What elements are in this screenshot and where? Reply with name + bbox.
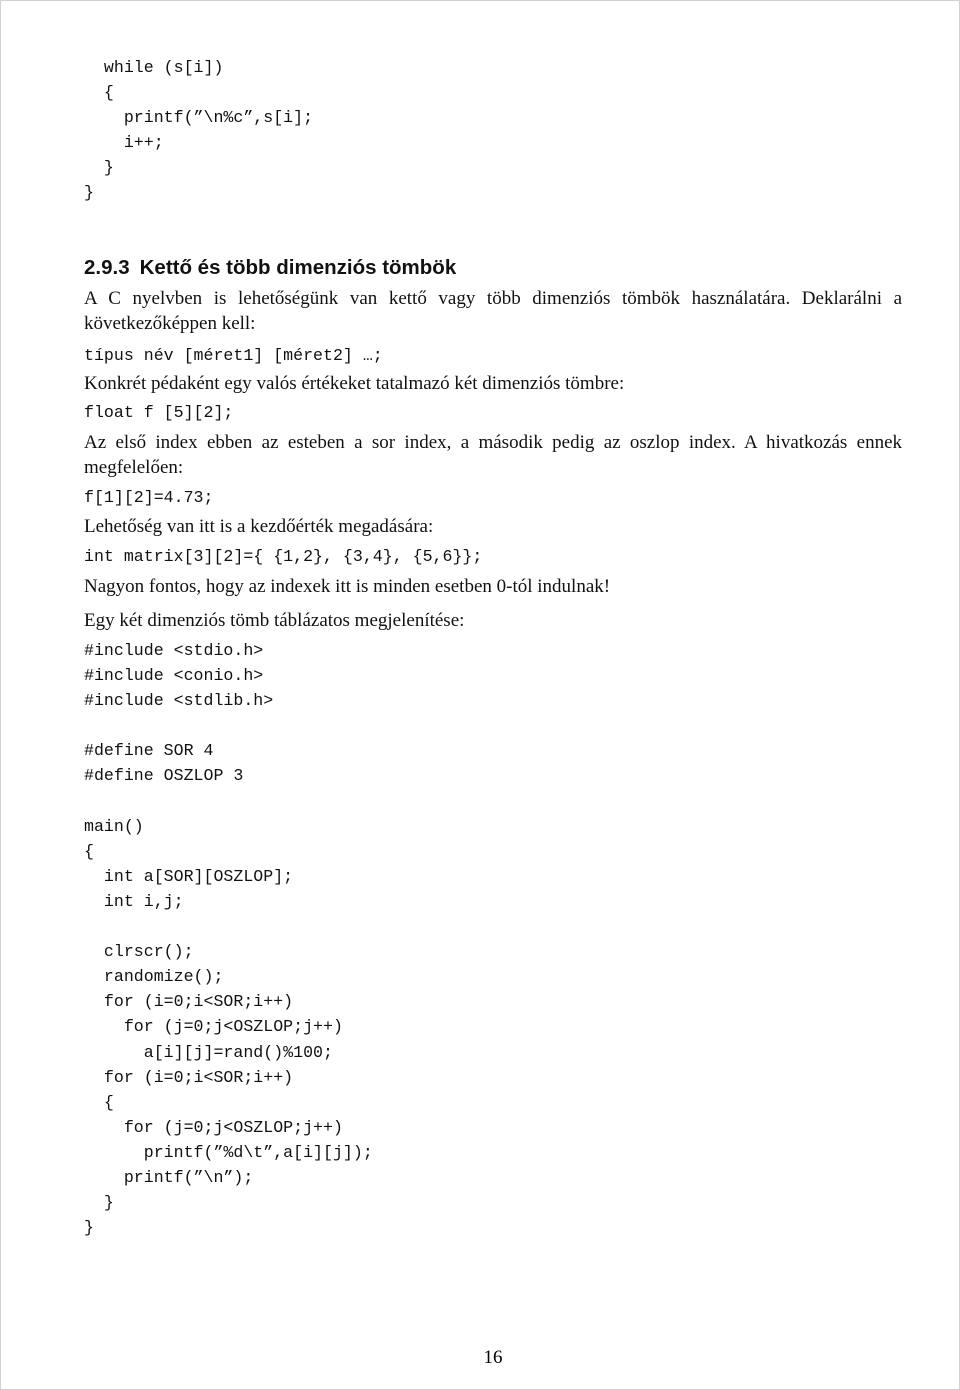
code-line: #include <stdio.h> xyxy=(84,641,264,660)
code-line: #include <conio.h> xyxy=(84,666,264,686)
code-line: for (i=0;i<SOR;i++) xyxy=(84,1067,294,1087)
code-line xyxy=(84,914,373,939)
code-line: while (s[i]) xyxy=(84,58,224,77)
code-line: float f [5][2]; xyxy=(84,403,234,422)
code-line: #include <stdlib.h> xyxy=(84,691,274,711)
code-line: for (i=0;i<SOR;i++) xyxy=(84,992,294,1012)
code-block-program xyxy=(84,638,373,1240)
code-line: int i,j; xyxy=(84,891,184,911)
reference-example xyxy=(84,485,213,510)
code-line xyxy=(84,713,373,738)
code-line: f[1][2]=4.73; xyxy=(84,488,214,507)
page-number: 16 xyxy=(483,1347,503,1368)
index-paragraph: Az első index ebben az esteben a sor index, a második pedig az oszlop index. A hivatkozás ennek megfelelően: xyxy=(84,432,902,478)
code-line: { xyxy=(84,841,94,861)
code-line: printf(”%d\t”,a[i][j]); xyxy=(84,1142,373,1162)
code-line: randomize(); xyxy=(84,967,224,987)
code-line: for (j=0;j<OSZLOP;j++) xyxy=(84,1017,343,1037)
code-line: #define SOR 4 xyxy=(84,741,214,761)
code-line: clrscr(); xyxy=(84,942,194,962)
section-heading xyxy=(84,255,456,281)
code-line: } xyxy=(84,158,114,178)
example-declaration xyxy=(84,400,233,425)
code-line: #define OSZLOP 3 xyxy=(84,766,244,786)
code-line: } xyxy=(84,1218,94,1238)
init-example xyxy=(84,544,482,569)
code-line: } xyxy=(84,183,94,203)
syntax-line xyxy=(84,343,383,368)
code-line: int matrix[3][2]={ {1,2}, {3,4}, {5,6}}; xyxy=(84,547,483,566)
zero-index-note: Nagyon fontos, hogy az indexek itt is minden esetben 0-tól indulnak! xyxy=(84,576,611,597)
table-intro: Egy két dimenziós tömb táblázatos megjelenítése: xyxy=(84,610,465,631)
intro-paragraph: A C nyelvben is lehetőségünk van kettő vagy több dimenziós tömbök használatára. Deklarálni a következőképpen kell: xyxy=(84,288,902,334)
code-line: int a[SOR][OSZLOP]; xyxy=(84,866,294,886)
section-title: Kettő és több dimenziós tömbök xyxy=(139,256,457,279)
code-line: printf(”\n”); xyxy=(84,1167,254,1187)
section-number: 2.9.3 xyxy=(84,256,130,279)
code-line: { xyxy=(84,83,114,103)
code-line: típus név [méret1] [méret2] …; xyxy=(84,346,383,365)
code-line: } xyxy=(84,1193,114,1213)
code-line: a[i][j]=rand()%100; xyxy=(84,1042,333,1062)
init-intro: Lehetőség van itt is a kezdőérték megadására: xyxy=(84,516,434,537)
code-line: { xyxy=(84,1092,114,1112)
example-intro: Konkrét pédaként egy valós értékeket tatalmazó két dimenziós tömbre: xyxy=(84,373,625,394)
code-line: i++; xyxy=(84,133,164,153)
code-block-top xyxy=(84,55,313,206)
code-line xyxy=(84,789,373,814)
code-line: printf(”\n%c”,s[i]; xyxy=(84,108,314,128)
code-line: for (j=0;j<OSZLOP;j++) xyxy=(84,1117,343,1137)
code-line: main() xyxy=(84,816,144,836)
